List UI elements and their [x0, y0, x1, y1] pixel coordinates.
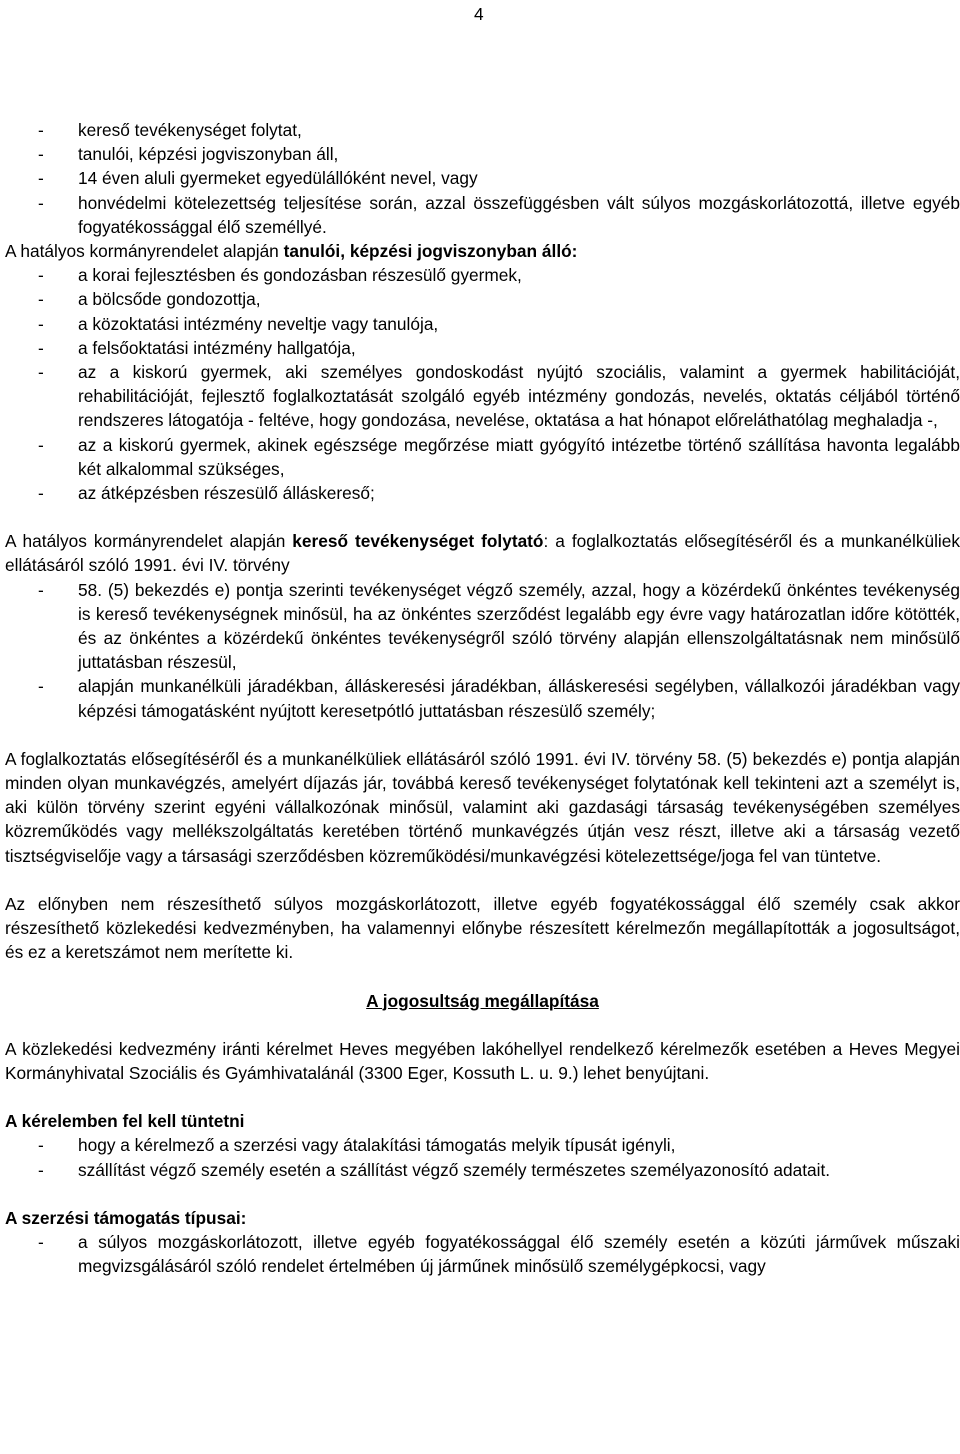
list-conditions: [5, 118, 960, 239]
paragraph-submission: A közlekedési kedvezmény iránti kérelmet Heves megyében lakóhellyel rendelkező kérelmezők esetében a Heves Megyei Kormányhivatal Szociális és Gyámhivatalánál (3300 Eger, Kossuth L. u. 9.) lehet benyújtani.: [5, 1038, 960, 1083]
list-item: - a közoktatási intézmény neveltje vagy tanulója,: [38, 313, 439, 334]
list-item: - 14 éven aluli gyermeket egyedülállóként nevel, vagy: [38, 168, 478, 189]
list-item: - a súlyos mozgáskorlátozott, illetve egyéb fogyatékossággal élő személy esetén a közúti járművek műszaki megvizsgálásáról szóló rendelet értelmében új járműnek minősülő személygépkocsi, vagy: [38, 1231, 960, 1277]
page-number: 4: [474, 4, 484, 24]
list-item: - az a kiskorú gyermek, akinek egészsége megőrzése miatt gyógyító intézetbe történő szállítása havonta legalább két alkalommal szükséges,: [38, 434, 960, 479]
paragraph-employment-law: A foglalkoztatás elősegítéséről és a munkanélküliek ellátásáról szóló 1991. évi IV. törvény 58. (5) bekezdés e) pontja alapján minden olyan munkavégzés, amelyért díjazás jár, továbbá kereső tevékenységet folytatónak kell tekinteni azt a személyt is, aki külön törvény szerint egyéni vállalkozónak minősül, valamint aki gazdasági társaság tevékenységében személyes közreműködés vagy mellékszolgáltatás keretében történő munkavégzés útján vesz részt, illetve aki a társaság vezető tisztségviselője vagy a társasági szerződésben közreműködési/munkavégzési kötelezettsége/joga fel van tüntetve.: [5, 748, 960, 866]
list-item: - szállítást végző személy esetén a szállítást végző személy természetes személyazonosító adatait.: [38, 1159, 831, 1180]
list-item: - a bölcsőde gondozottja,: [38, 289, 261, 310]
list-item: - tanulói, képzési jogviszonyban áll,: [38, 144, 339, 165]
paragraph-earning-activity: A hatályos kormányrendelet alapján kereső tevékenységet folytató: a foglalkoztatás elősegítéséről és a munkanélküliek ellátásáról szóló 1991. évi IV. törvény: [5, 531, 960, 576]
heading-application-contents: A kérelemben fel kell tüntetni: [5, 1111, 245, 1132]
list-item: - az átképzésben részesülő álláskereső;: [38, 483, 375, 504]
list-item: - az a kiskorú gyermek, aki személyes gondoskodást nyújtó szociális, valamint a gyermek habilitációját, rehabilitációját, fejlesztő foglalkoztatását szolgáló egyéb intézmény gondozás, nevelés, oktatás céljából történő rendszeres látogatója - feltéve, hogy gondozása, nevelése, oktatása a hat hónapot előreláthatólag meghaladja -,: [38, 362, 960, 431]
list-item: - hogy a kérelmező a szerzési vagy átalakítási támogatás melyik típusát igényli,: [38, 1135, 676, 1156]
heading-support-types: A szerzési támogatás típusai:: [5, 1207, 247, 1228]
paragraph-priority: Az előnyben nem részesíthető súlyos mozgáskorlátozott, illetve egyéb fogyatékossággal élő személy csak akkor részesíthető közlekedési kedvezményben, ha valamennyi előnybe részesített kérelmezőn megállapították a jogosultságot, és ez a keretszámot nem merítette ki.: [5, 893, 960, 963]
section-title: A jogosultság megállapítása: [366, 990, 599, 1011]
list-item: - honvédelmi kötelezettség teljesítése során, azzal összefüggésben vált súlyos mozgáskorlátozottá, illetve egyéb fogyatékossággal élő személlyé.: [38, 192, 960, 237]
list-item: - kereső tevékenységet folytat,: [38, 120, 302, 140]
list-support-types: [5, 1230, 960, 1278]
list-earning: [5, 578, 960, 723]
document-body: [5, 118, 960, 1278]
list-item: - alapján munkanélküli járadékban, álláskeresési járadékban, álláskeresési segélyben, vállalkozói járadékban vagy képzési támogatásként nyújtott keresetpótló juttatásban részesülő személy;: [38, 676, 960, 721]
list-application-contents: [5, 1133, 960, 1181]
list-item: - 58. (5) bekezdés e) pontja szerinti tevékenységet végző személy, azzal, hogy a közérdekű önkéntes tevékenység is kereső tevékenységnek minősül, ha az önkéntes szerződést legalább egy évre vagy határozatlan időre kötötték, és az önkéntes a közérdekű önkéntes tevékenységről szóló törvény alapján ellenszolgáltatásnak nem minősülő juttatásban részesül,: [38, 579, 960, 673]
list-students: [5, 263, 960, 505]
list-item: - a felsőoktatási intézmény hallgatója,: [38, 337, 356, 358]
paragraph-student-status: A hatályos kormányrendelet alapján tanulói, képzési jogviszonyban álló:: [5, 241, 578, 262]
list-item: - a korai fejlesztésben és gondozásban részesülő gyermek,: [38, 265, 522, 286]
